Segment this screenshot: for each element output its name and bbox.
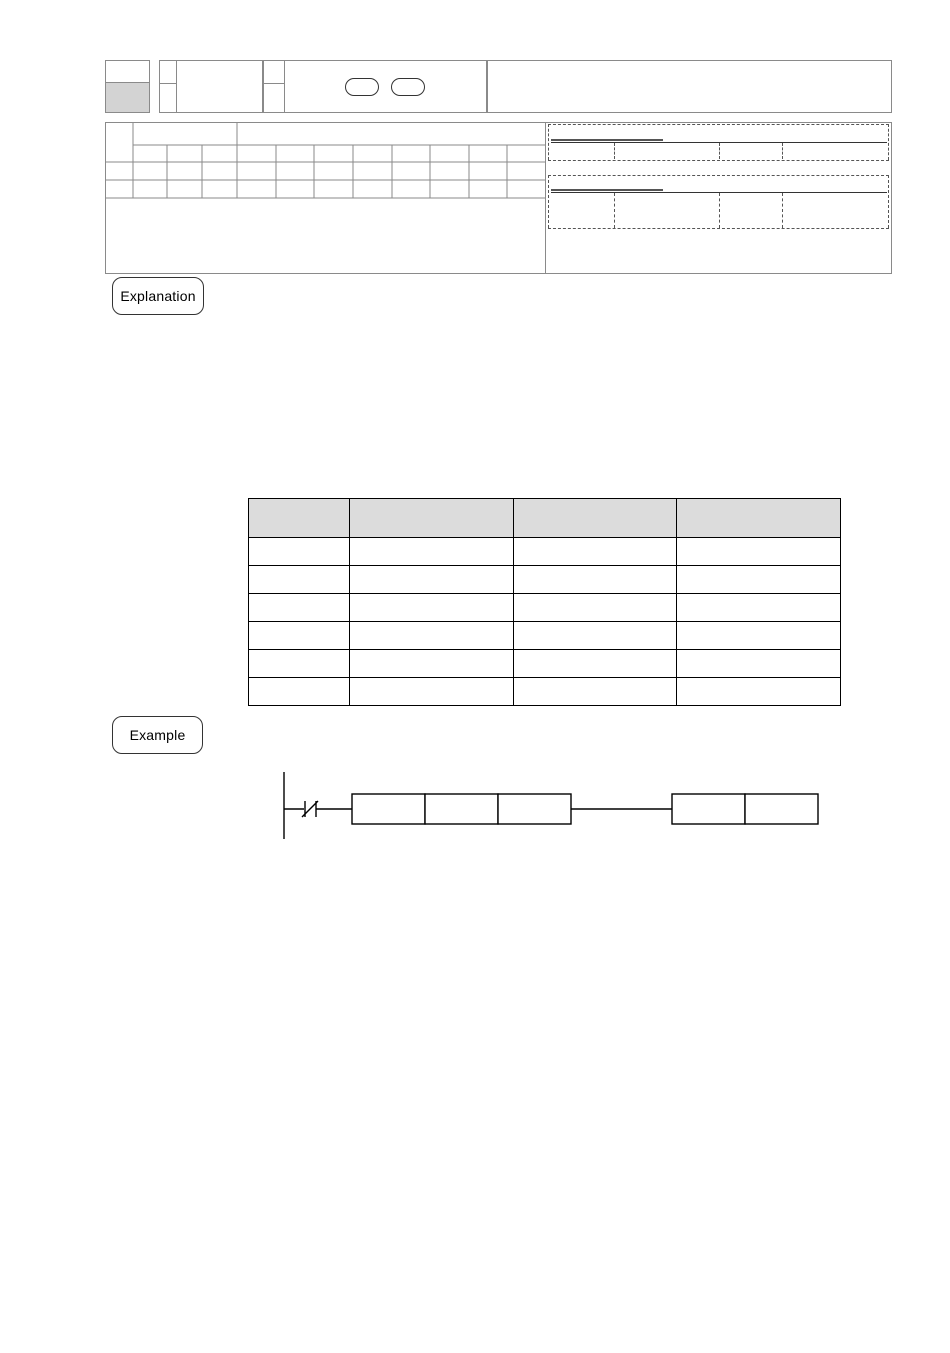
explanation-label: Explanation <box>112 277 204 315</box>
operand-matrix <box>105 122 892 274</box>
example-label: Example <box>112 716 203 754</box>
output-cell <box>672 794 745 824</box>
table-header-cell <box>249 499 350 538</box>
api-number-box <box>105 60 150 113</box>
operand-grid <box>106 123 546 199</box>
data-table <box>248 498 841 706</box>
table-header-cell <box>349 499 513 538</box>
instruction-header <box>0 0 950 120</box>
table-header-cell <box>677 499 841 538</box>
table-header-cell <box>513 499 677 538</box>
table-row <box>249 650 841 678</box>
api-number-shade <box>106 83 149 112</box>
steps-underline-1 <box>551 139 663 141</box>
steps-panel <box>548 123 891 273</box>
instruction-cell <box>498 794 571 824</box>
mnemonic-box <box>159 60 263 113</box>
operand-oval-1 <box>345 78 379 96</box>
steps-underline-2 <box>551 189 663 191</box>
table-row <box>249 566 841 594</box>
table-row <box>249 622 841 650</box>
table-header-row <box>249 499 841 538</box>
table-row <box>249 594 841 622</box>
operand-box <box>263 60 487 113</box>
ladder-diagram <box>270 765 830 845</box>
table-row <box>249 538 841 566</box>
operand-oval-2 <box>391 78 425 96</box>
nc-contact-icon <box>302 801 318 817</box>
instruction-cell <box>425 794 498 824</box>
instruction-cell <box>352 794 425 824</box>
table-row <box>249 678 841 706</box>
function-box <box>487 60 892 113</box>
output-cell <box>745 794 818 824</box>
